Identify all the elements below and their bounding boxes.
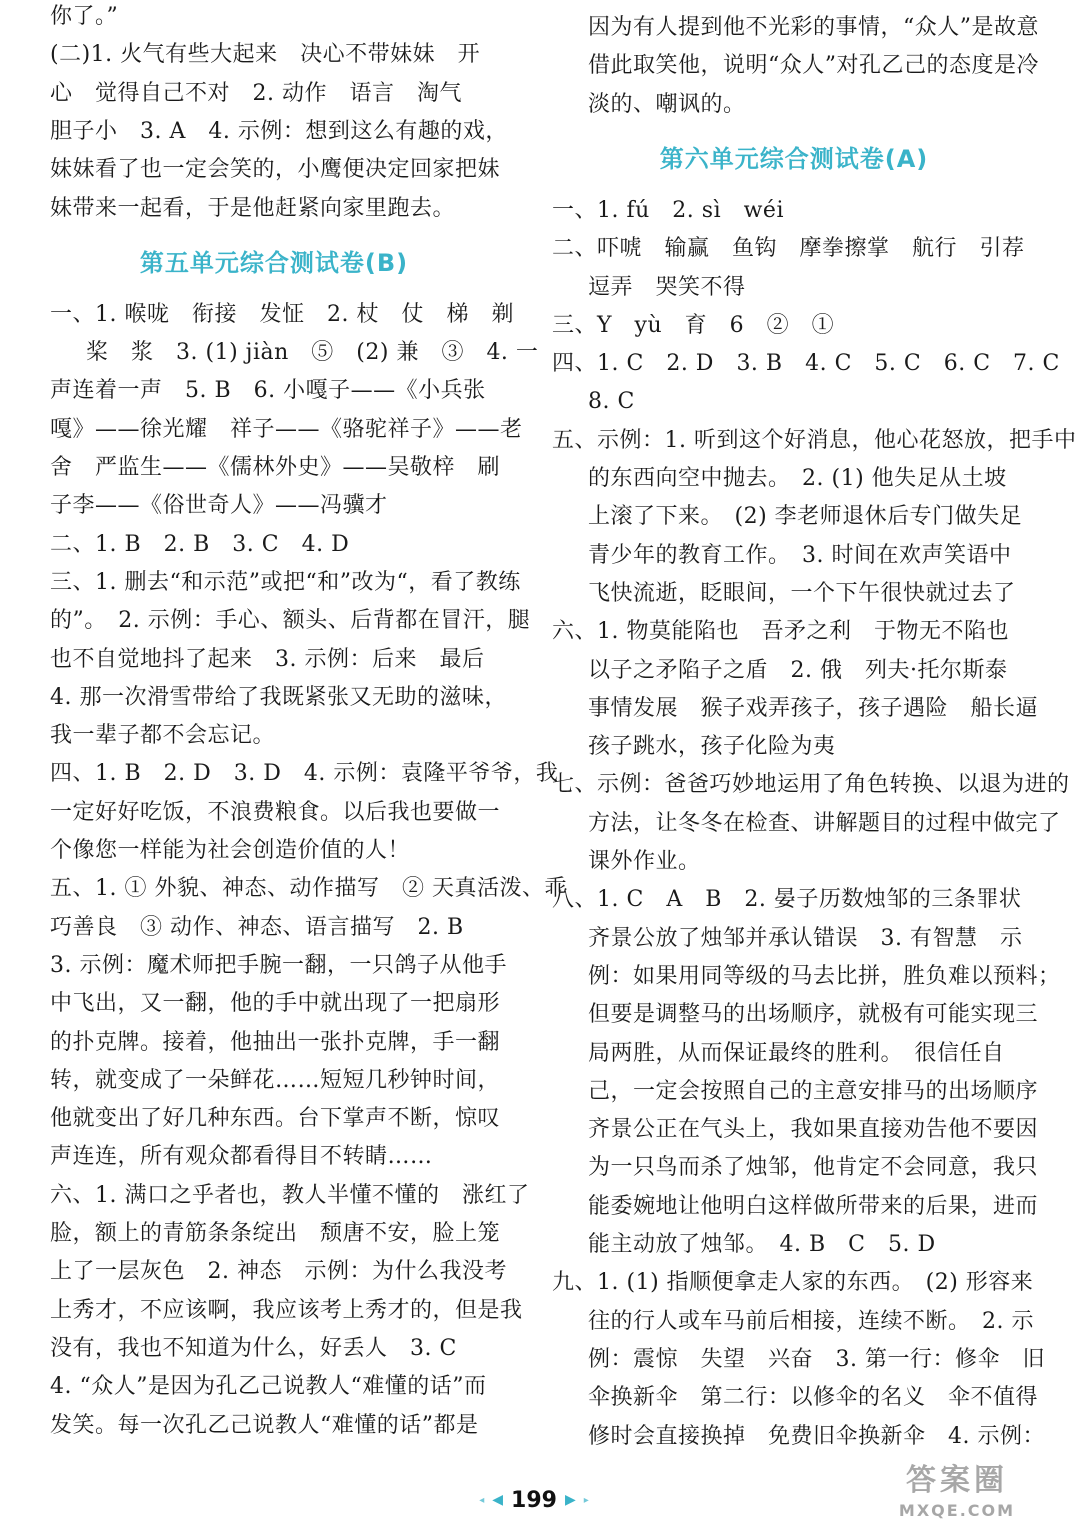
answer-line: 齐景公正在气头上，我如果直接劝告他不要因 [588, 1117, 1039, 1143]
answer-line: 嘎》——徐光耀 祥子——《骆驼祥子》——老 [50, 416, 523, 442]
answer-line: 修时会直接换掉 免费旧伞换新伞 4. 示例： [588, 1423, 1045, 1449]
answer-line: 3. 示例：魔术师把手腕一翻，一只鸽子从他手 [50, 952, 507, 978]
answer-line: 个像您一样能为社会创造价值的人！ [50, 838, 411, 863]
answer-line: 桨 浆 3. (1) jiàn ⑤ (2) 兼 ③ 4. 一 [86, 340, 539, 366]
answer-line: 己，一定会按照自己的主意安排马的出场顺序 [588, 1078, 1039, 1104]
answer-line: 五、示例：1. 听到这个好消息，他心花怒放，把手中 [552, 427, 1077, 453]
answer-line: 飞快流逝，眨眼间，一个下午很快就过去了 [588, 580, 1016, 606]
watermark-logo [862, 1462, 1052, 1532]
answer-line: 五、1. ① 外貌、神态、动作描写 ② 天真活泼、乖 [50, 876, 567, 902]
answer-line: 齐景公放了烛邹并承认错误 3. 有智慧 示 [588, 925, 1023, 951]
answer-line: 逗弄 哭笑不得 [588, 274, 746, 300]
answer-line: 上秀才，不应该啊，我应该考上秀才的，但是我 [50, 1297, 523, 1323]
answer-line: 也不自觉地抖了起来 3. 示例：后来 最后 [50, 646, 485, 672]
answer-line: 的”。 2. 示例：手心、额头、后背都在冒汗，腿 [50, 608, 531, 634]
answer-line: 上滚了下来。 (2) 李老师退休后专门做失足 [588, 504, 1023, 530]
answer-line: 子李——《俗世奇人》——冯骥才 [50, 493, 388, 519]
answer-line: 往的行人或车马前后相接，连续不断。 2. 示 [588, 1308, 1034, 1334]
section-heading: 第六单元综合测试卷(A) [659, 144, 929, 173]
answer-line: 但要是调整马的出场顺序，就极有可能实现三 [588, 1002, 1039, 1028]
answer-line: 借此取笑他，说明“众人”对孔乙己的态度是冷 [588, 53, 1039, 79]
page-number: 199 [511, 1487, 557, 1513]
answer-line: 八、1. C A B 2. 晏子历数烛邹的三条罪状 [552, 887, 1022, 913]
answer-line: 二、吓唬 输赢 鱼钩 摩拳擦掌 航行 引荐 [552, 236, 1025, 262]
answer-line: 我一辈子都不会忘记。 [50, 723, 276, 749]
answer-line: 能委婉地让他明白这样做所带来的后果，进而 [588, 1193, 1039, 1219]
answer-line: 胆子小 3. A 4. 示例：想到这么有趣的戏， [50, 118, 508, 144]
answer-line: 巧善良 ③ 动作、神态、语言描写 2. B [50, 914, 464, 940]
answer-line: 一定好好吃饭，不浪费粮食。以后我也要做一 [50, 799, 501, 825]
answer-line: 例：震惊 失望 兴奋 3. 第一行：修伞 旧 [588, 1346, 1045, 1372]
answer-line: 你了。” [50, 4, 119, 29]
watermark-title: 答案圈 [906, 1463, 1008, 1498]
arrow-right-small-icon: ▸ [583, 1494, 589, 1506]
answer-line: 四、1. C 2. D 3. B 4. C 5. C 6. C 7. C [552, 351, 1060, 377]
watermark-url: MXQE.COM [898, 1501, 1016, 1520]
answer-line: (二)1. 火气有些大起来 决心不带妹妹 开 [50, 42, 481, 68]
answer-line: 一、1. 喉咙 衔接 发怔 2. 杖 仗 梯 剃 [50, 301, 514, 327]
answer-line: 事情发展 猴子戏弄孩子，孩子遇险 船长逼 [588, 695, 1039, 721]
answer-line: 妹妹看了也一定会笑的，小鹰便决定回家把妹 [50, 157, 501, 183]
answer-line: 四、1. B 2. D 3. D 4. 示例：袁隆平爷爷，我 [50, 761, 559, 787]
answer-line: 淡的、嘲讽的。 [588, 91, 746, 117]
arrow-right-icon: ▶ [564, 1492, 576, 1508]
answer-line: 局两胜，从而保证最终的胜利。 很信任自 [588, 1040, 1005, 1066]
answer-line: 方法，让冬冬在检查、讲解题目的过程中做完了 [588, 810, 1061, 836]
answer-line: 因为有人提到他不光彩的事情，“众人”是故意 [588, 15, 1039, 40]
answer-line: 青少年的教育工作。 3. 时间在欢声笑语中 [588, 542, 1012, 568]
answer-line: 转，就变成了一朵鲜花……短短几秒钟时间， [50, 1067, 501, 1093]
answer-line: 伞换新伞 第二行：以修伞的名义 伞不值得 [588, 1385, 1039, 1411]
answer-line: 没有，我也不知道为什么，好丢人 3. C [50, 1335, 457, 1361]
answer-line: 心 觉得自己不对 2. 动作 语言 淘气 [50, 80, 462, 106]
arrow-left-small-icon: ◂ [479, 1494, 485, 1506]
answer-line: 一、1. fú 2. sì wéi [552, 197, 784, 223]
section-heading: 第五单元综合测试卷(B) [139, 248, 409, 277]
answer-line: 舍 严监生——《儒林外史》——吴敬梓 刷 [50, 455, 501, 480]
answer-line: 上了一层灰色 2. 神态 示例：为什么我没考 [50, 1259, 507, 1285]
answer-line: 孩子跳水，孩子化险为夷 [588, 734, 836, 760]
answer-line: 4. 那一次滑雪带给了我既紧张又无助的滋味， [50, 684, 507, 710]
answer-line: 以子之矛陷子之盾 2. 俄 列夫·托尔斯泰 [588, 657, 1008, 683]
answer-line: 六、1. 物莫能陷也 吾矛之利 于物无不陷也 [552, 619, 1009, 645]
answer-line: 发笑。每一次孔乙己说教人“难懂的话”都是 [50, 1412, 479, 1438]
answer-line: 声连连，所有观众都看得目不转睛…… [50, 1144, 433, 1170]
answer-line: 声连着一声 5. B 6. 小嘎子——《小兵张 [50, 378, 486, 404]
answer-line: 二、1. B 2. B 3. C 4. D [50, 531, 350, 557]
answer-line: 六、1. 满口之乎者也，教人半懂不懂的 涨红了 [50, 1182, 530, 1208]
answer-line: 三、1. 删去“和示范”或把“和”改为“，看了教练 [50, 569, 521, 595]
answer-line: 的东西向空中抛去。 2. (1) 他失足从土坡 [588, 466, 1007, 491]
answer-line: 妹带来一起看，于是他赶紧向家里跑去。 [50, 195, 456, 221]
answer-line: 能主动放了烛邹。 4. B C 5. D [588, 1232, 936, 1257]
answer-line: 的扑克牌。接着，他抽出一张扑克牌，手一翻 [50, 1029, 501, 1055]
answer-line: 脸，额上的青筋条条绽出 颓唐不安，脸上笼 [50, 1221, 501, 1246]
answer-line: 七、示例：爸爸巧妙地运用了角色转换、以退为进的 [552, 772, 1070, 798]
answer-line: 例：如果用同等级的马去比拼，胜负难以预料； [588, 963, 1061, 989]
answer-line: 为一只鸟而杀了烛邹，他肯定不会同意，我只 [588, 1155, 1039, 1181]
answer-line: 他就变出了好几种东西。台下掌声不断，惊叹 [50, 1106, 501, 1132]
answer-line: 课外作业。 [588, 849, 701, 874]
answer-line: 九、1. (1) 指顺便拿走人家的东西。 (2) 形容来 [552, 1270, 1034, 1296]
arrow-left-icon: ◀ [492, 1492, 504, 1508]
answer-line: 中飞出，又一翻，他的手中就出现了一把扇形 [50, 991, 501, 1017]
answer-line: 4. “众人”是因为孔乙己说教人“难懂的话”而 [50, 1374, 487, 1400]
answer-line: 三、Y yù 育 6 ② ① [552, 312, 835, 338]
answer-line: 8. C [588, 389, 635, 415]
